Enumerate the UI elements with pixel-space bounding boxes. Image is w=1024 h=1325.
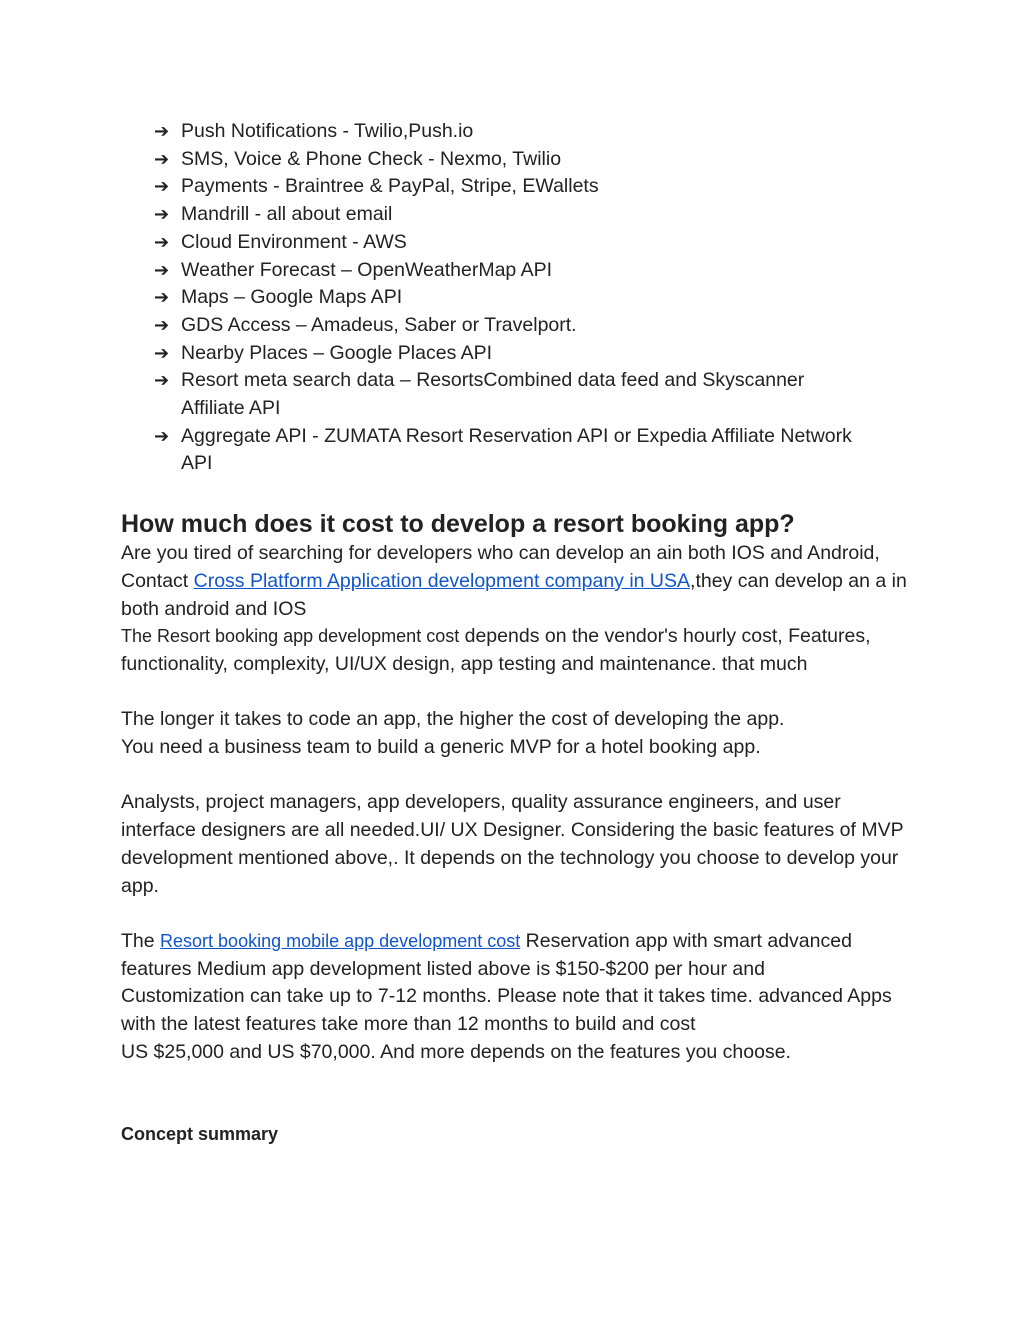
- paragraph-developers: Are you tired of searching for developers who can develop an ain both IOS and Android, Contact Cross Platform Application development company in USA,they can develop an a in both android and IOS: [121, 542, 907, 620]
- section-heading-cost: How much does it cost to develop a resort booking app?: [121, 510, 795, 539]
- integrations-list: [121, 118, 911, 478]
- paragraph-team: Analysts, project managers, app developers, quality assurance engineers, and user interface designers are all needed.UI/ UX Designer. Considering the basic features of MVP development mentioned above,. It depends on the technology you choose to develop your app.: [121, 791, 904, 897]
- resort-booking-cost-link[interactable]: Resort booking mobile app development cost: [160, 930, 521, 951]
- list-item: ➔ Maps – Google Maps API: [121, 284, 861, 312]
- list-item: ➔ Aggregate API - ZUMATA Resort Reservation API or Expedia Affiliate Network API: [154, 424, 852, 475]
- arrow-bullet-icon: ➔: [154, 425, 170, 447]
- concept-summary-heading: Concept summary: [121, 1124, 279, 1145]
- list-item: ➔ Cloud Environment - AWS: [121, 229, 861, 257]
- arrow-bullet-icon: ➔: [154, 148, 170, 170]
- paragraph-longer-code: The longer it takes to code an app, the higher the cost of developing the app. You need a business team to build a generic MVP for a hotel booking app.: [121, 708, 785, 759]
- spacer: [121, 1066, 911, 1121]
- list-item: ➔ Nearby Places – Google Places API: [121, 340, 861, 368]
- spacer: [121, 679, 911, 707]
- arrow-bullet-icon: ➔: [154, 259, 170, 281]
- document-page: [121, 118, 911, 1149]
- list-item: ➔ SMS, Voice & Phone Check - Nexmo, Twilio: [121, 146, 861, 174]
- list-item: ➔ Payments - Braintree & PayPal, Stripe, EWallets: [121, 173, 861, 201]
- spacer: [121, 762, 911, 790]
- list-item: ➔ Resort meta search data – ResortsCombined data feed and Skyscanner Affiliate API: [154, 369, 805, 420]
- arrow-bullet-icon: ➔: [154, 231, 170, 253]
- arrow-bullet-icon: ➔: [154, 121, 170, 142]
- list-item: ➔ Mandrill - all about email: [121, 201, 861, 229]
- paragraph-cost-factors: The Resort booking app development cost depends on the vendor's hourly cost, Features, functionality, complexity, UI/UX design, app testing and maintenance. that much: [121, 625, 871, 675]
- arrow-bullet-icon: ➔: [154, 370, 170, 392]
- spacer: [121, 900, 911, 928]
- arrow-bullet-icon: ➔: [154, 342, 170, 364]
- paragraph-hourly-cost: The Resort booking mobile app development cost Reservation app with smart advanced features Medium app development listed above is $150-$200 per hour and: [121, 929, 852, 980]
- paragraph-customization: Customization can take up to 7-12 months. Please note that it takes time. advanced Apps with the latest features take more than 12 months to build and cost US $25,000 and US $70,000. And more depends on the features you choose.: [121, 985, 892, 1063]
- arrow-bullet-icon: ➔: [154, 287, 170, 309]
- arrow-bullet-icon: ➔: [154, 314, 170, 336]
- list-item: ➔ GDS Access – Amadeus, Saber or Travelport.: [121, 312, 861, 340]
- arrow-bullet-icon: ➔: [154, 176, 170, 198]
- list-item: ➔ Push Notifications - Twilio,Push.io: [121, 118, 861, 146]
- cross-platform-company-link[interactable]: Cross Platform Application development company in USA: [193, 569, 691, 592]
- list-item: ➔ Weather Forecast – OpenWeatherMap API: [121, 257, 861, 285]
- arrow-bullet-icon: ➔: [154, 204, 170, 226]
